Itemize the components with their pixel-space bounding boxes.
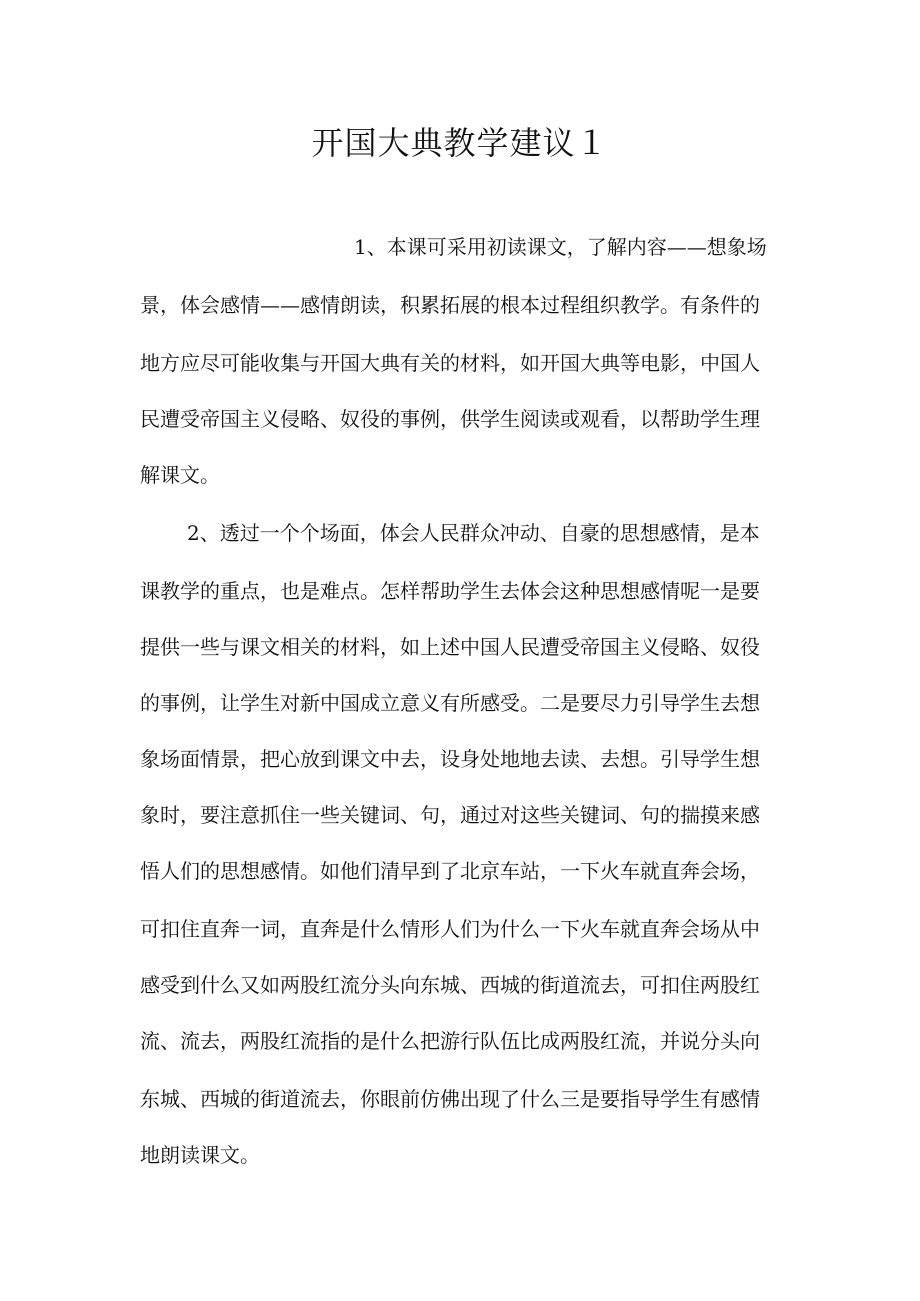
paragraph-2-line-10: 流、流去，两股红流指的是什么把游行队伍比成两股红流，并说分头向 bbox=[140, 1029, 760, 1053]
paragraph-1-line-3: 地方应尽可能收集与开国大典有关的材料，如开国大典等电影，中国人 bbox=[140, 351, 760, 375]
paragraph-2-line-2: 课教学的重点，也是难点。怎样帮助学生去体会这种思想感情呢一是要 bbox=[140, 579, 760, 603]
paragraph-1-line-2: 景，体会感情——感情朗读，积累拓展的根本过程组织教学。有条件的 bbox=[140, 293, 760, 317]
paragraph-1-line-4: 民遭受帝国主义侵略、奴役的事例，供学生阅读或观看，以帮助学生理 bbox=[140, 407, 760, 431]
paragraph-1-line-5: 解课文。 bbox=[140, 463, 220, 487]
paragraph-2-line-12: 地朗读课文。 bbox=[140, 1143, 260, 1167]
paragraph-2-line-11: 东城、西城的街道流去，你眼前仿佛出现了什么三是要指导学生有感情 bbox=[140, 1087, 760, 1111]
paragraph-1-line-1: 1、本课可采用初读课文，了解内容——想象场 bbox=[354, 235, 767, 259]
paragraph-2-line-3: 提供一些与课文相关的材料，如上述中国人民遭受帝国主义侵略、奴役 bbox=[140, 635, 760, 659]
paragraph-2-line-9: 感受到什么又如两股红流分头向东城、西城的街道流去，可扣住两股红 bbox=[140, 973, 760, 997]
paragraph-2-line-5: 象场面情景，把心放到课文中去，设身处地地去读、去想。引导学生想 bbox=[140, 747, 760, 771]
paragraph-2-line-6: 象时，要注意抓住一些关键词、句，通过对这些关键词、句的揣摸来感 bbox=[140, 803, 760, 827]
paragraph-2-line-7: 悟人们的思想感情。如他们清早到了北京车站，一下火车就直奔会场， bbox=[140, 859, 760, 883]
paragraph-2-line-4: 的事例，让学生对新中国成立意义有所感受。二是要尽力引导学生去想 bbox=[140, 691, 760, 715]
paragraph-2-line-8: 可扣住直奔一词，直奔是什么情形人们为什么一下火车就直奔会场从中 bbox=[140, 917, 760, 941]
paragraph-2-line-1: 2、透过一个个场面，体会人民群众冲动、自豪的思想感情，是本 bbox=[187, 521, 760, 545]
document-title: 开国大典教学建议１ bbox=[311, 124, 609, 163]
